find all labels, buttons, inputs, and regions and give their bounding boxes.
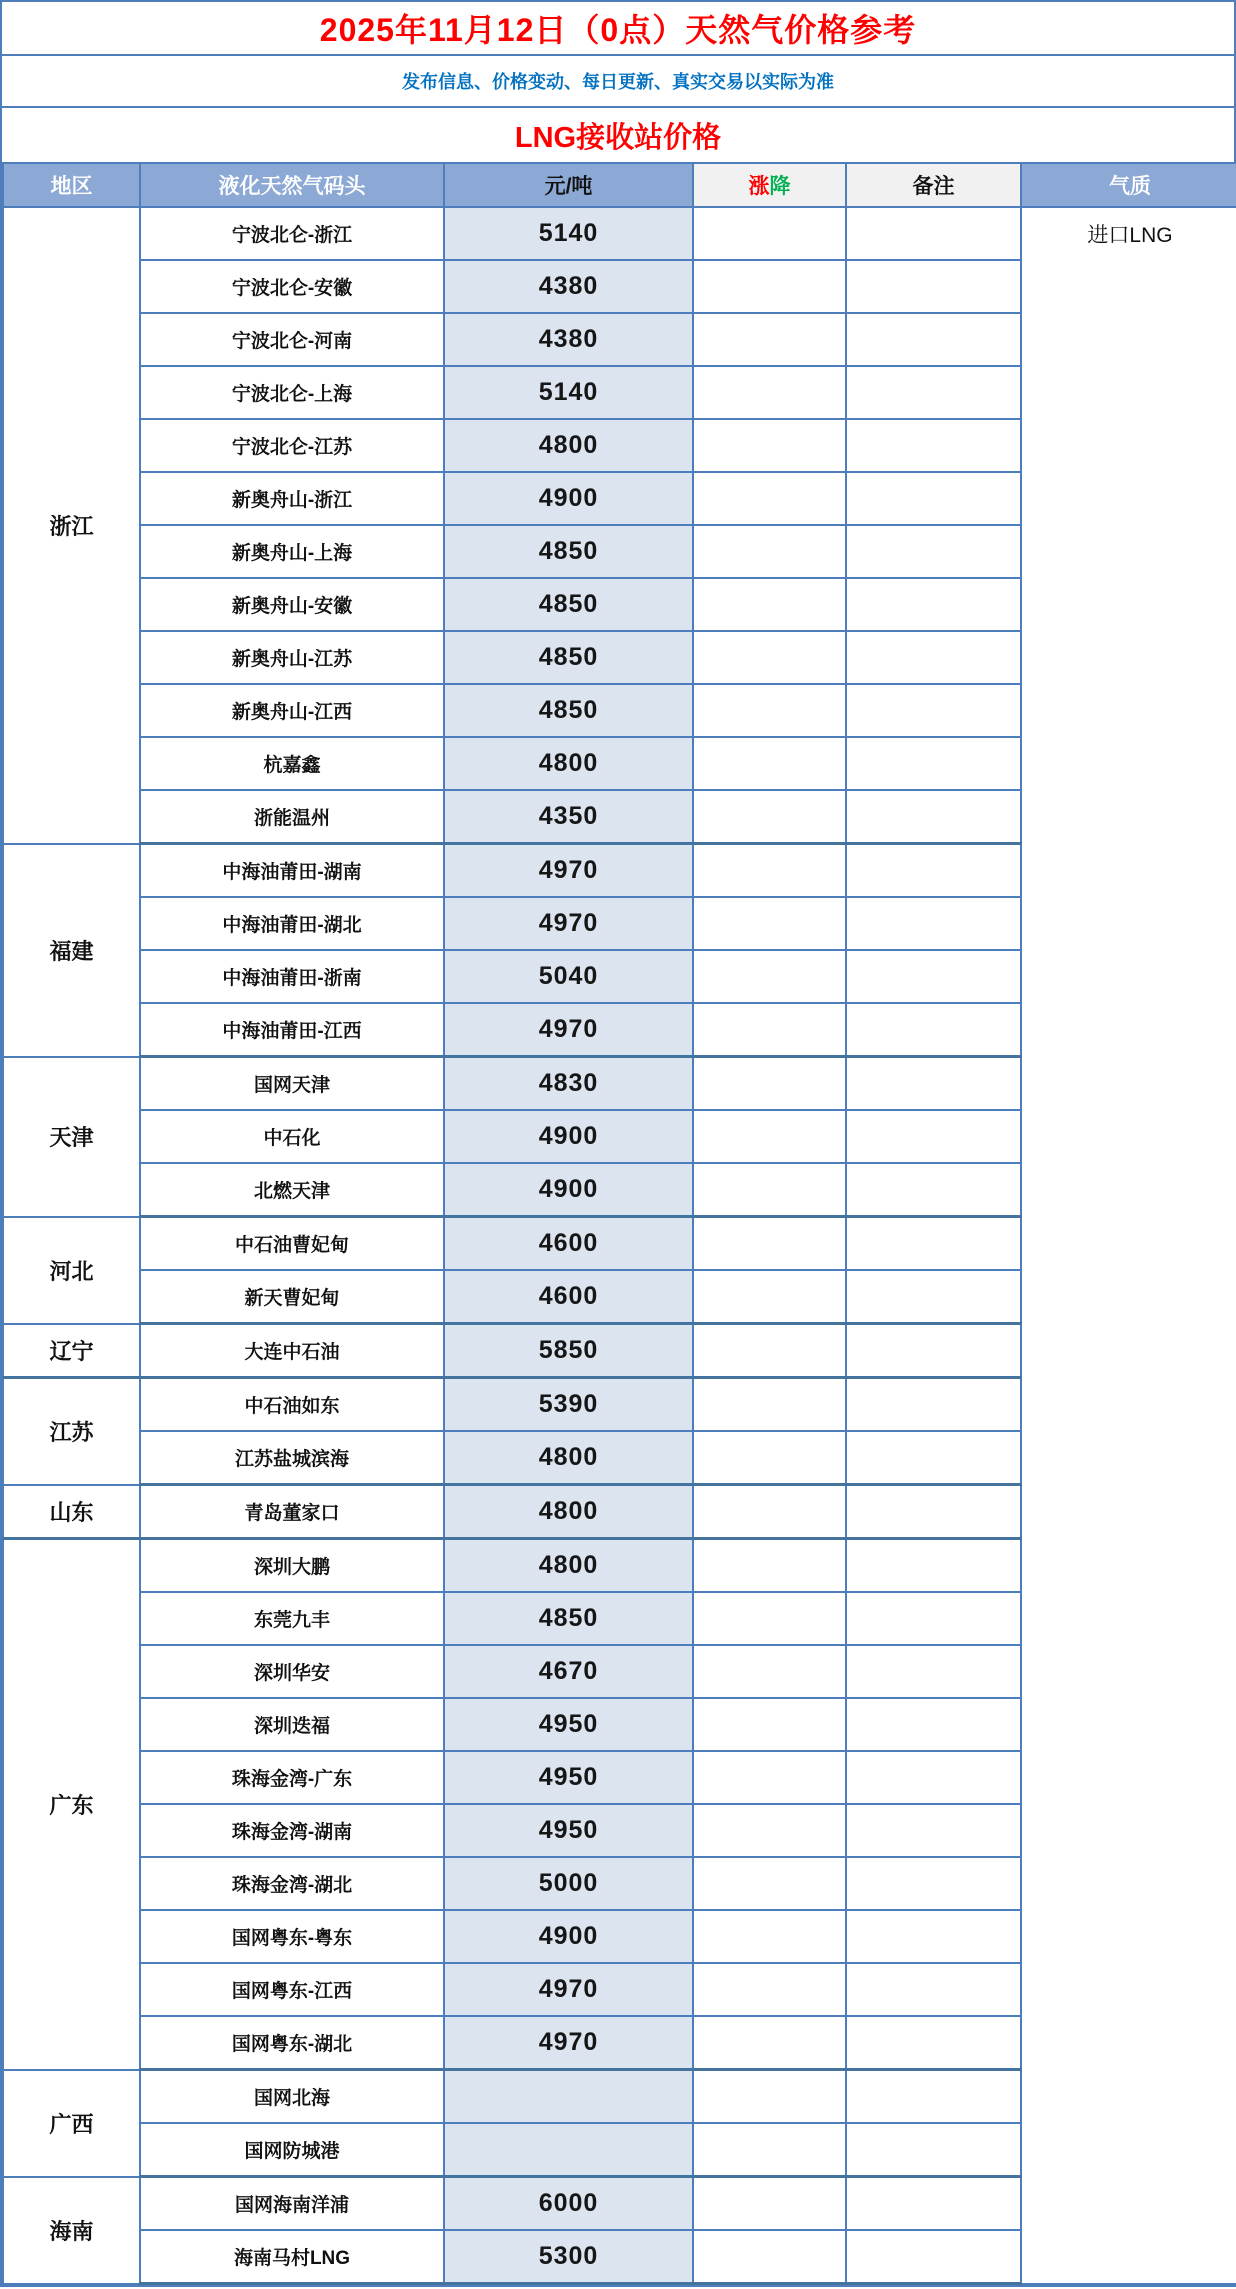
- price-table-body: [3, 207, 1236, 2284]
- note-cell: [846, 844, 1021, 898]
- note-cell: [846, 1378, 1021, 1432]
- terminal-cell: 大连中石油: [140, 1324, 444, 1378]
- terminal-cell: 青岛董家口: [140, 1485, 444, 1539]
- terminal-cell: 新奥舟山-江西: [140, 684, 444, 737]
- region-cell: 海南: [3, 2177, 140, 2284]
- price-cell: 4850: [444, 578, 693, 631]
- terminal-cell: 深圳华安: [140, 1645, 444, 1698]
- section-title: LNG接收站价格: [514, 121, 722, 154]
- price-cell: 4970: [444, 1963, 693, 2016]
- change-cell: [693, 684, 846, 737]
- note-cell: [846, 525, 1021, 578]
- terminal-cell: 国网粤东-湖北: [140, 2016, 444, 2070]
- terminal-cell: 国网防城港: [140, 2123, 444, 2177]
- terminal-cell: 深圳大鹏: [140, 1539, 444, 1593]
- note-cell: [846, 1270, 1021, 1324]
- terminal-cell: 新奥舟山-江苏: [140, 631, 444, 684]
- change-cell: [693, 578, 846, 631]
- price-cell: 4800: [444, 1539, 693, 1593]
- change-cell: [693, 1431, 846, 1485]
- price-cell: 4800: [444, 1485, 693, 1539]
- header-change-down-label: 降: [769, 175, 791, 198]
- price-cell: 5040: [444, 950, 693, 1003]
- price-cell: 4380: [444, 313, 693, 366]
- change-cell: [693, 313, 846, 366]
- price-cell: 4850: [444, 525, 693, 578]
- change-cell: [693, 366, 846, 419]
- price-cell: 4900: [444, 1910, 693, 1963]
- terminal-cell: 杭嘉鑫: [140, 737, 444, 790]
- header-price-unit: 元/吨: [444, 163, 693, 207]
- change-cell: [693, 631, 846, 684]
- change-cell: [693, 897, 846, 950]
- region-cell: 浙江: [3, 207, 140, 844]
- price-cell: 4950: [444, 1804, 693, 1857]
- region-cell: 河北: [3, 1217, 140, 1324]
- header-note: 备注: [846, 163, 1021, 207]
- price-cell: 4850: [444, 684, 693, 737]
- change-cell: [693, 1110, 846, 1163]
- price-cell: 5300: [444, 2230, 693, 2284]
- note-cell: [846, 366, 1021, 419]
- change-cell: [693, 1751, 846, 1804]
- change-cell: [693, 1910, 846, 1963]
- price-cell: 4600: [444, 1217, 693, 1271]
- change-cell: [693, 525, 846, 578]
- price-cell: 4850: [444, 631, 693, 684]
- change-cell: [693, 1963, 846, 2016]
- quality-value: 进口LNG: [1087, 224, 1173, 247]
- price-cell: 5850: [444, 1324, 693, 1378]
- note-cell: [846, 1910, 1021, 1963]
- terminal-cell: 珠海金湾-广东: [140, 1751, 444, 1804]
- note-cell: [846, 419, 1021, 472]
- price-cell: 4670: [444, 1645, 693, 1698]
- quality-cell: [1021, 207, 1236, 2284]
- change-cell: [693, 1645, 846, 1698]
- note-cell: [846, 1163, 1021, 1217]
- terminal-cell: 国网北海: [140, 2070, 444, 2124]
- header-change-up-label: 涨: [748, 175, 770, 198]
- note-cell: [846, 1431, 1021, 1485]
- price-cell: 4600: [444, 1270, 693, 1324]
- change-cell: [693, 844, 846, 898]
- terminal-cell: 中石化: [140, 1110, 444, 1163]
- price-cell: 6000: [444, 2177, 693, 2231]
- header-row: [3, 163, 1236, 207]
- note-cell: [846, 578, 1021, 631]
- change-cell: [693, 1324, 846, 1378]
- region-cell: 福建: [3, 844, 140, 1057]
- note-cell: [846, 631, 1021, 684]
- note-cell: [846, 2177, 1021, 2231]
- change-cell: [693, 1163, 846, 1217]
- note-cell: [846, 1110, 1021, 1163]
- note-cell: [846, 897, 1021, 950]
- price-cell: 4830: [444, 1057, 693, 1111]
- change-cell: [693, 2016, 846, 2070]
- terminal-cell: 国网天津: [140, 1057, 444, 1111]
- change-cell: [693, 1592, 846, 1645]
- note-cell: [846, 1645, 1021, 1698]
- note-cell: [846, 313, 1021, 366]
- price-cell: 4970: [444, 2016, 693, 2070]
- terminal-cell: 中石油曹妃甸: [140, 1217, 444, 1271]
- price-cell: 4970: [444, 897, 693, 950]
- price-cell: 4380: [444, 260, 693, 313]
- note-cell: [846, 2070, 1021, 2124]
- change-cell: [693, 1539, 846, 1593]
- note-cell: [846, 1963, 1021, 2016]
- price-cell: 4900: [444, 1163, 693, 1217]
- change-cell: [693, 2123, 846, 2177]
- terminal-cell: 浙能温州: [140, 790, 444, 844]
- price-table: [2, 162, 1236, 2285]
- terminal-cell: 新奥舟山-浙江: [140, 472, 444, 525]
- change-cell: [693, 737, 846, 790]
- price-cell: 4970: [444, 844, 693, 898]
- change-cell: [693, 1857, 846, 1910]
- region-cell: 天津: [3, 1057, 140, 1217]
- note-cell: [846, 1003, 1021, 1057]
- price-cell: 5390: [444, 1378, 693, 1432]
- price-cell: 4350: [444, 790, 693, 844]
- table-row: [3, 207, 1236, 260]
- terminal-cell: 深圳迭福: [140, 1698, 444, 1751]
- terminal-cell: 国网粤东-江西: [140, 1963, 444, 2016]
- note-cell: [846, 1057, 1021, 1111]
- change-cell: [693, 1270, 846, 1324]
- terminal-cell: 中海油莆田-浙南: [140, 950, 444, 1003]
- note-cell: [846, 737, 1021, 790]
- note-cell: [846, 1485, 1021, 1539]
- terminal-cell: 宁波北仑-上海: [140, 366, 444, 419]
- terminal-cell: 宁波北仑-浙江: [140, 207, 444, 260]
- terminal-cell: 东莞九丰: [140, 1592, 444, 1645]
- header-change: [693, 163, 846, 207]
- change-cell: [693, 950, 846, 1003]
- price-cell: 4950: [444, 1751, 693, 1804]
- price-cell: 5140: [444, 366, 693, 419]
- region-cell: 广东: [3, 1539, 140, 2070]
- terminal-cell: 江苏盐城滨海: [140, 1431, 444, 1485]
- change-cell: [693, 2177, 846, 2231]
- region-cell: 辽宁: [3, 1324, 140, 1378]
- change-cell: [693, 1057, 846, 1111]
- price-cell: 5000: [444, 1857, 693, 1910]
- note-cell: [846, 684, 1021, 737]
- change-cell: [693, 419, 846, 472]
- terminal-cell: 中海油莆田-江西: [140, 1003, 444, 1057]
- price-cell: [444, 2070, 693, 2124]
- change-cell: [693, 1698, 846, 1751]
- note-cell: [846, 790, 1021, 844]
- note-cell: [846, 1751, 1021, 1804]
- header-terminal: 液化天然气码头: [140, 163, 444, 207]
- terminal-cell: 宁波北仑-安徽: [140, 260, 444, 313]
- price-cell: 4800: [444, 419, 693, 472]
- note-cell: [846, 1592, 1021, 1645]
- change-cell: [693, 1378, 846, 1432]
- note-cell: [846, 1804, 1021, 1857]
- note-cell: [846, 2230, 1021, 2284]
- change-cell: [693, 790, 846, 844]
- price-cell: 4900: [444, 1110, 693, 1163]
- header-region: 地区: [3, 163, 140, 207]
- change-cell: [693, 1804, 846, 1857]
- note-cell: [846, 950, 1021, 1003]
- note-cell: [846, 472, 1021, 525]
- note-cell: [846, 2123, 1021, 2177]
- terminal-cell: 珠海金湾-湖南: [140, 1804, 444, 1857]
- note-cell: [846, 1539, 1021, 1593]
- region-cell: 山东: [3, 1485, 140, 1539]
- terminal-cell: 海南马村LNG: [140, 2230, 444, 2284]
- change-cell: [693, 260, 846, 313]
- terminal-cell: 宁波北仑-河南: [140, 313, 444, 366]
- note-cell: [846, 1324, 1021, 1378]
- terminal-cell: 珠海金湾-湖北: [140, 1857, 444, 1910]
- change-cell: [693, 2070, 846, 2124]
- change-cell: [693, 2230, 846, 2284]
- terminal-cell: 中石油如东: [140, 1378, 444, 1432]
- terminal-cell: 新天曹妃甸: [140, 1270, 444, 1324]
- header-quality: 气质: [1021, 163, 1236, 207]
- terminal-cell: 中海油莆田-湖北: [140, 897, 444, 950]
- change-cell: [693, 1485, 846, 1539]
- note-cell: [846, 260, 1021, 313]
- price-cell: 4970: [444, 1003, 693, 1057]
- note-cell: [846, 1857, 1021, 1910]
- terminal-cell: 新奥舟山-上海: [140, 525, 444, 578]
- change-cell: [693, 1003, 846, 1057]
- change-cell: [693, 472, 846, 525]
- region-cell: 江苏: [3, 1378, 140, 1485]
- price-cell: [444, 2123, 693, 2177]
- price-cell: 5140: [444, 207, 693, 260]
- terminal-cell: 国网粤东-粤东: [140, 1910, 444, 1963]
- page-title: 2025年11月12日（0点）天然气价格参考: [2, 2, 1234, 56]
- note-cell: [846, 1698, 1021, 1751]
- price-cell: 4850: [444, 1592, 693, 1645]
- terminal-cell: 国网海南洋浦: [140, 2177, 444, 2231]
- price-cell: 4800: [444, 1431, 693, 1485]
- price-cell: 4950: [444, 1698, 693, 1751]
- note-cell: [846, 1217, 1021, 1271]
- price-cell: 4800: [444, 737, 693, 790]
- change-cell: [693, 207, 846, 260]
- terminal-cell: 中海油莆田-湖南: [140, 844, 444, 898]
- subtitle: 发布信息、价格变动、每日更新、真实交易以实际为准: [2, 56, 1234, 108]
- terminal-cell: 北燃天津: [140, 1163, 444, 1217]
- change-cell: [693, 1217, 846, 1271]
- terminal-cell: 新奥舟山-安徽: [140, 578, 444, 631]
- terminal-cell: 宁波北仑-江苏: [140, 419, 444, 472]
- note-cell: [846, 207, 1021, 260]
- price-cell: 4900: [444, 472, 693, 525]
- note-cell: [846, 2016, 1021, 2070]
- region-cell: 广西: [3, 2070, 140, 2177]
